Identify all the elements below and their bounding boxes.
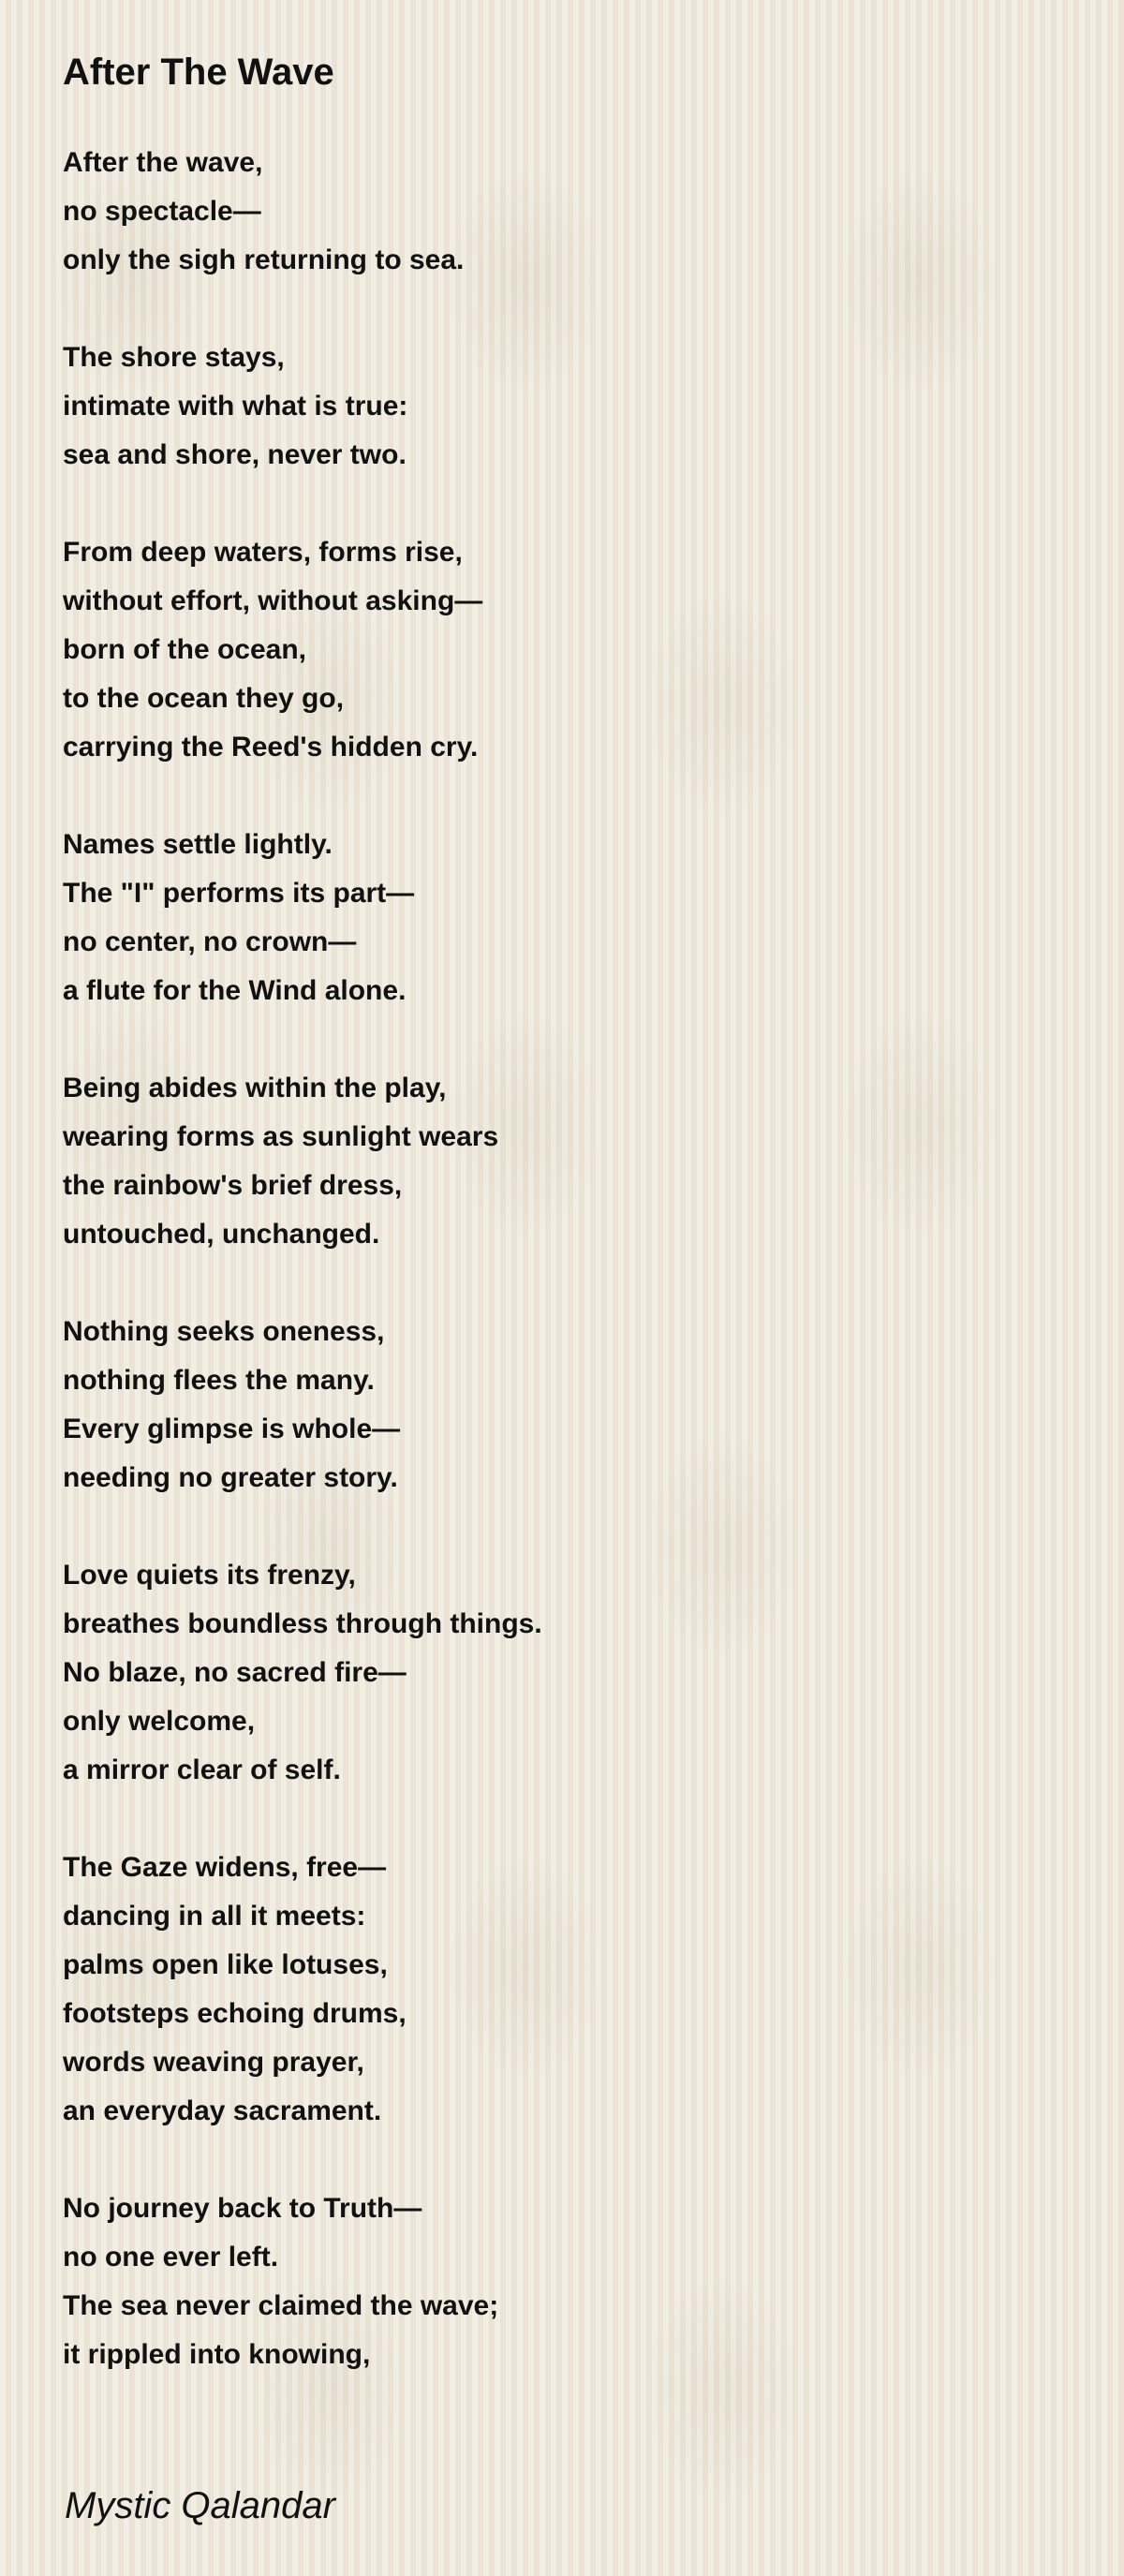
poem-line: without effort, without asking—: [63, 585, 483, 616]
poem-line: The sea never claimed the wave;: [63, 2290, 499, 2321]
poem-line: sea and shore, never two.: [63, 439, 407, 470]
poem-stanza: [63, 1064, 1124, 1259]
poem-stanza: [63, 1843, 1124, 2136]
poem-line: no spectacle—: [63, 196, 261, 227]
poem-line: Names settle lightly.: [63, 829, 333, 860]
poem-line: to the ocean they go,: [63, 683, 345, 714]
poem-line: dancing in all it meets:: [63, 1901, 366, 1932]
poem-line: The Gaze widens, free—: [63, 1852, 387, 1883]
poem-body: [63, 139, 1124, 2379]
poem-line: After the wave,: [63, 147, 263, 178]
poem-stanza: [63, 333, 1124, 480]
poem-line: palms open like lotuses,: [63, 1949, 388, 1980]
poem-line: The shore stays,: [63, 342, 285, 373]
poem-stanza: [63, 528, 1124, 772]
poem-line: carrying the Reed's hidden cry.: [63, 732, 479, 762]
poem-title: After The Wave: [63, 52, 334, 93]
poem-line: an everyday sacrament.: [63, 2095, 382, 2126]
poem-author: Mystic Qalandar: [65, 2485, 335, 2526]
poem-line: only welcome,: [63, 1706, 256, 1737]
poem-line: no center, no crown—: [63, 926, 357, 957]
poem-line: No journey back to Truth—: [63, 2193, 422, 2224]
poem-line: nothing flees the many.: [63, 1365, 375, 1396]
poem-line: untouched, unchanged.: [63, 1219, 380, 1250]
poem-line: a flute for the Wind alone.: [63, 975, 407, 1006]
poem-stanza: [63, 139, 1124, 285]
poem-line: footsteps echoing drums,: [63, 1998, 407, 2029]
poem-stanza: [63, 1551, 1124, 1795]
poem-line: no one ever left.: [63, 2242, 279, 2273]
poem-line: only the sigh returning to sea.: [63, 244, 465, 275]
poem-line: The "I" performs its part—: [63, 878, 415, 909]
poem-line: the rainbow's brief dress,: [63, 1170, 403, 1201]
poem-line: needing no greater story.: [63, 1462, 398, 1493]
poem-line: a mirror clear of self.: [63, 1754, 341, 1785]
poem-line: born of the ocean,: [63, 634, 307, 665]
poem-line: Being abides within the play,: [63, 1073, 447, 1103]
poem-line: it rippled into knowing,: [63, 2339, 371, 2370]
poem-stanza: [63, 1308, 1124, 1503]
poem-line: Love quiets its frenzy,: [63, 1560, 356, 1591]
poem-line: No blaze, no sacred fire—: [63, 1657, 407, 1688]
poem-line: intimate with what is true:: [63, 391, 408, 422]
poem-line: words weaving prayer,: [63, 2047, 364, 2078]
poem-line: wearing forms as sunlight wears: [63, 1121, 499, 1152]
poem-stanza: [63, 821, 1124, 1015]
poem-line: breathes boundless through things.: [63, 1608, 542, 1639]
poem-line: Nothing seeks oneness,: [63, 1316, 385, 1347]
poem-line: Every glimpse is whole—: [63, 1414, 401, 1444]
poem-line: From deep waters, forms rise,: [63, 537, 463, 568]
poem-stanza: [63, 2184, 1124, 2379]
